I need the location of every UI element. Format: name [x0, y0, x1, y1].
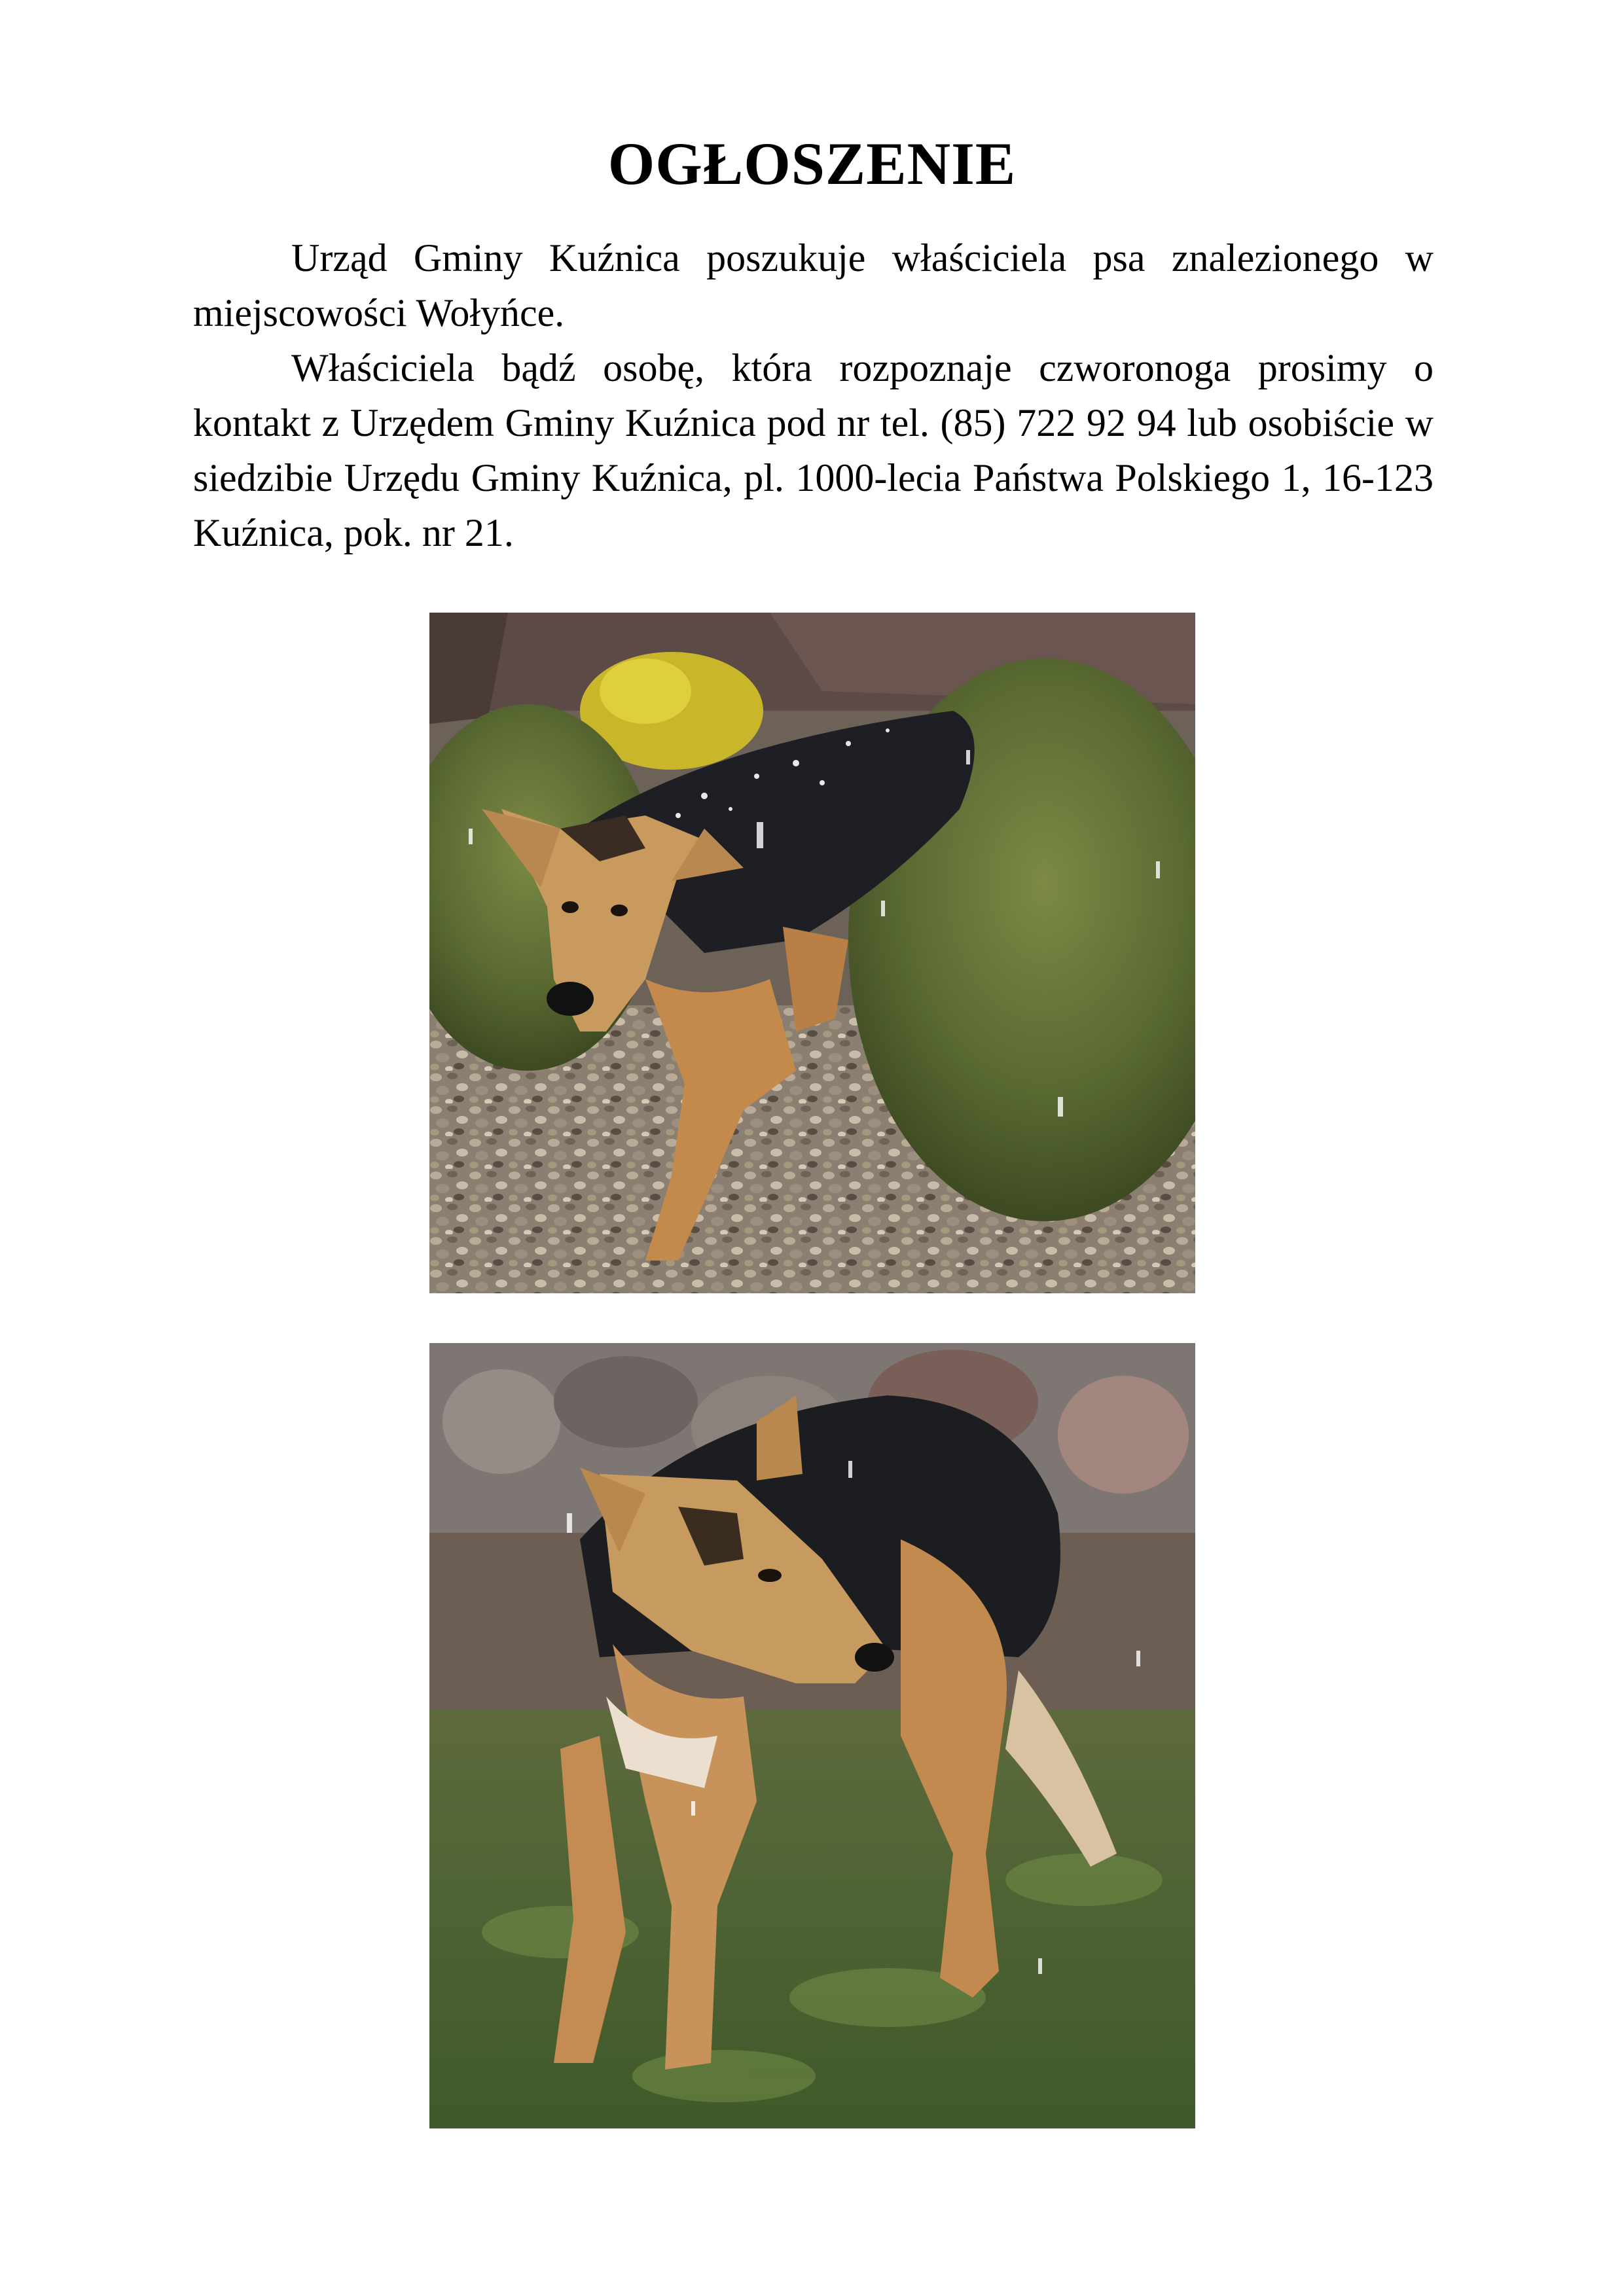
announcement-body	[193, 230, 1434, 560]
paragraph-found-dog: Urząd Gminy Kuźnica poszukuje właściciela psa znalezionego w miejscowości Wołyńce.	[193, 236, 1434, 334]
dog-photo-gravel	[429, 613, 1195, 1293]
dog-photo-gravel-image	[429, 613, 1195, 1293]
paragraph-contact-info: Właściciela bądź osobę, która rozpoznaje czworonoga prosimy o kontakt z Urzędem Gminy Kuźnica pod nr tel. (85) 722 92 94 lub osobiście w siedzibie Urzędu Gminy Kuźnica, pl. 1000-lecia Państwa Polskiego 1, 16-123 Kuźnica, pok. nr 21.	[193, 346, 1434, 554]
dog-photo-grass-image	[429, 1343, 1195, 2128]
page-title: OGŁOSZENIE	[607, 130, 1017, 197]
dog-photo-grass	[429, 1343, 1195, 2128]
